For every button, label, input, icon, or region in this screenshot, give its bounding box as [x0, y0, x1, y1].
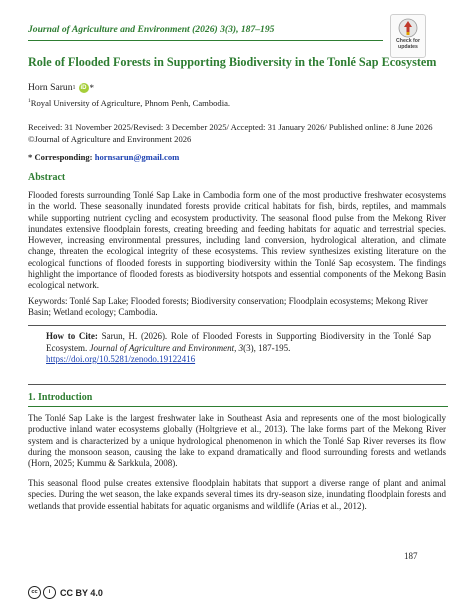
keywords: Keywords: Tonlé Sap Lake; Flooded forests; Biodiversity conservation; Floodplain ecosystems; Mekong River Basin; Wetland ecology; Cambodia. — [28, 296, 428, 318]
cite-label: How to Cite: — [46, 331, 98, 341]
license-label: CC BY 4.0 — [60, 587, 103, 598]
corresponding-star: * — [89, 82, 94, 93]
badge-label: Check for updates — [396, 38, 420, 50]
doi-link[interactable]: https://doi.org/10.5281/zenodo.19122416 — [46, 354, 196, 364]
affiliation — [28, 98, 230, 108]
cite-volume: 3 — [238, 342, 244, 353]
cite-sep: , — [234, 342, 239, 353]
check-for-updates-badge[interactable] — [390, 14, 426, 58]
orcid-icon[interactable]: iD — [80, 84, 87, 91]
citation-text — [46, 331, 431, 366]
how-to-cite-box — [28, 325, 446, 385]
cc-license-badge[interactable] — [28, 586, 103, 599]
corresponding-label: * Corresponding: — [28, 152, 93, 162]
introduction-paragraph-1: The Tonlé Sap Lake is the largest freshwater lake in Southeast Asia and represents one of the most biologically productive inland water ecosystems globally (Holtgrieve et al., 2013). The lake forms part of the Mekong River system and is characterized by a unique hydrological phenomenon in which the Tonlé Sap River reverses its flow during the monsoon season, causing the lake to expand dramatically and flood surrounding forests and wetlands (Horn, 2025; Kummu & Sarkkula, 2008). — [28, 413, 446, 469]
article-title: Role of Flooded Forests in Supporting Biodiversity in the Tonlé Sap Ecosystem — [28, 55, 437, 69]
attribution-icon: i — [43, 586, 56, 599]
journal-header: Journal of Agriculture and Environment (2026) 3(3), 187–195 — [28, 24, 275, 35]
header-rule — [28, 40, 383, 41]
author-line — [28, 82, 94, 93]
check-for-updates-icon — [398, 18, 418, 38]
introduction-paragraph-2: This seasonal flood pulse creates extensive floodplain habitats that support a diverse range of plant and animal species. During the wet season, the lake expands several times its dry-season size, inundating floodplain forests and wetlands that provide essential habitats for aquatic organisms and wildlife (Arias et al., 2012). — [28, 478, 446, 511]
corresponding-author — [28, 152, 179, 162]
abstract-text: Flooded forests surrounding Tonlé Sap Lake in Cambodia form one of the most productive freshwater ecosystems in the world. These seasonally inundated forests provide critical habitats for fish, birds, reptiles, and mammals while supporting nutrient cycling and ecosystem productivity. The seasonal flood pulse from the Mekong River inundates extensive floodplain forests, creating breeding and feeding habitats for aquatic and terrestrial species. However, increasing environmental pressures, including land conversion, hydrological alteration, and climate change, threaten the ecological integrity of these ecosystems. This review synthesizes existing literature on the ecological functions of flooded forests in supporting biodiversity within the Tonlé Sap ecosystem. The findings highlight the importance of flooded forests as biodiversity hotspots and essential components of the Mekong Basin ecological network. — [28, 190, 446, 290]
cite-text: Sarun, H. (2026). Role of Flooded Forests in Supporting Biodiversity in the Tonlé Sap Ecosystem. — [46, 331, 431, 353]
author-affiliation-mark: 1 — [72, 84, 76, 91]
introduction-rule — [28, 406, 448, 407]
introduction-heading: 1. Introduction — [28, 392, 93, 403]
cite-journal: Journal of Agriculture and Environment — [89, 342, 235, 353]
cite-issue-pages: (3), 187-195. — [243, 342, 291, 353]
affiliation-mark: 1 — [28, 98, 31, 105]
copyright-line: ©Journal of Agriculture and Environment 2026 — [28, 133, 192, 144]
dates-line: Received: 31 November 2025/Revised: 3 December 2025/ Accepted: 31 January 2026/ Published online: 8 June 2026 — [28, 122, 433, 132]
affiliation-text: Royal University of Agriculture, Phnom Penh, Cambodia. — [30, 98, 231, 108]
corresponding-email-link[interactable]: hornsarun@gmail.com — [94, 152, 180, 162]
abstract-heading: Abstract — [28, 172, 66, 183]
publication-dates — [28, 122, 448, 145]
author-name: Horn Sarun — [28, 82, 73, 93]
cc-icon: cc — [28, 586, 41, 599]
page-number: 187 — [404, 551, 418, 561]
